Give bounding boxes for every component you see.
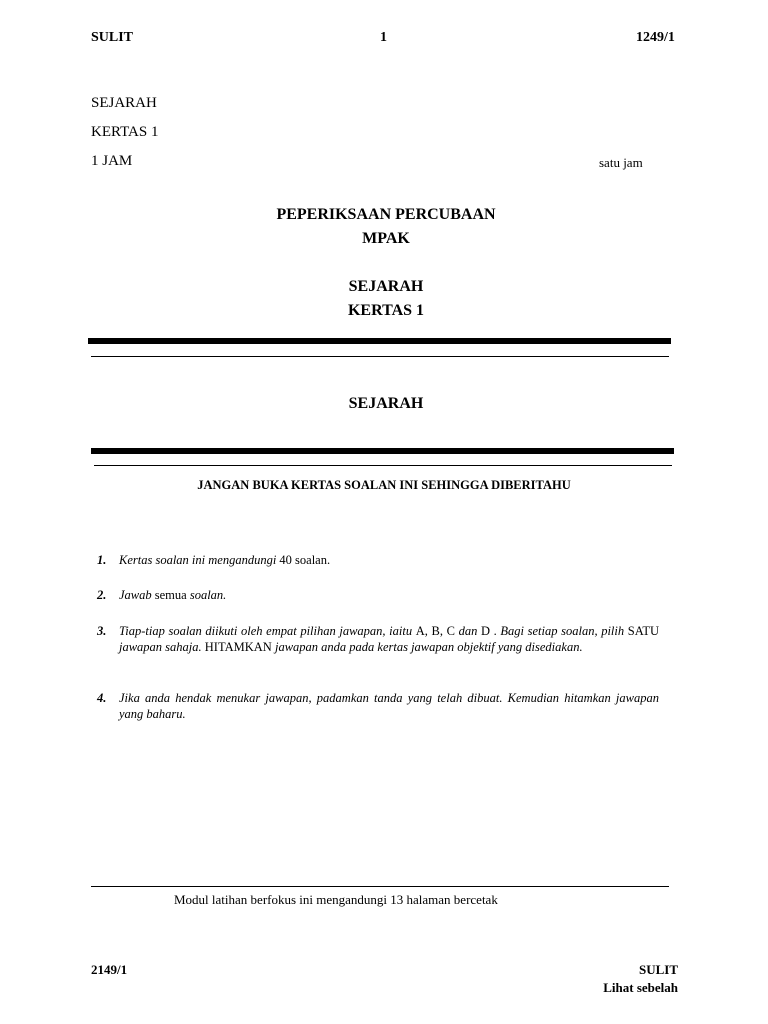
header-paper-code: 1249/1 — [636, 30, 675, 45]
instruction-item — [97, 587, 659, 603]
header-left-sulit: SULIT — [91, 30, 134, 45]
instruction-text-part: Bagi setiap soalan, pilih — [500, 624, 628, 638]
instruction-text — [119, 623, 659, 655]
instruction-text-part: HITAMKAN — [204, 640, 275, 654]
instruction-number: 2. — [97, 588, 107, 602]
thin-rule-top — [91, 356, 669, 357]
thick-rule-bottom — [91, 448, 674, 454]
footer-paper-code: 2149/1 — [91, 962, 128, 977]
instruction-item — [97, 690, 659, 722]
thick-rule-top — [88, 338, 671, 344]
instruction-text-part: A, B, C — [415, 624, 459, 638]
warning-text: JANGAN BUKA KERTAS SOALAN INI SEHINGGA DIBERITAHU — [197, 478, 571, 492]
exam-organizer: MPAK — [362, 230, 410, 247]
instruction-item — [97, 552, 659, 568]
instruction-text-part: Kertas soalan ini mengandungi — [119, 553, 280, 567]
instruction-text-part: SATU — [627, 624, 660, 638]
instruction-text-part: semua — [154, 588, 190, 602]
instruction-text-part: 40 soalan. — [279, 553, 331, 567]
instruction-text-part: D . — [480, 624, 501, 638]
instruction-number: 1. — [97, 553, 107, 567]
instruction-item — [97, 623, 659, 655]
instruction-number: 4. — [97, 691, 107, 705]
footer-turn-over: Lihat sebelah — [603, 980, 678, 995]
instruction-text-part: Tiap-tiap soalan diikuti oleh empat pilihan jawapan, iaitu — [119, 624, 416, 638]
exam-title: PEPERIKSAAN PERCUBAAN — [276, 206, 496, 223]
exam-paper: KERTAS 1 — [347, 302, 425, 319]
instruction-text — [119, 552, 659, 568]
instruction-text-part: Jika anda hendak menukar jawapan, padamkan tanda yang telah dibuat. Kemudian hitamkan jawapan yang baharu. — [119, 691, 659, 721]
paper-label: KERTAS 1 — [91, 124, 159, 140]
footer-sulit: SULIT — [638, 962, 678, 977]
thin-rule-bottom — [94, 465, 672, 466]
instruction-text-part: Jawab — [119, 588, 155, 602]
instruction-text — [119, 690, 659, 722]
module-note: Modul latihan berfokus ini mengandungi 13 halaman bercetak — [174, 892, 498, 907]
instruction-text-part: jawapan anda pada kertas jawapan objektif yang disediakan. — [274, 640, 583, 654]
instruction-text-part: soalan. — [189, 588, 227, 602]
page-number: 1 — [380, 30, 387, 45]
box-title: SEJARAH — [348, 395, 424, 412]
instruction-number: 3. — [97, 624, 107, 638]
instruction-text-part: dan — [458, 624, 481, 638]
duration-label: 1 JAM — [91, 153, 133, 169]
duration-words: satu jam — [599, 155, 643, 170]
instruction-text-part: jawapan sahaja. — [119, 640, 205, 654]
subject-label: SEJARAH — [91, 95, 157, 111]
exam-subject: SEJARAH — [348, 278, 424, 295]
footer-rule — [91, 886, 669, 887]
instruction-text — [119, 587, 659, 603]
